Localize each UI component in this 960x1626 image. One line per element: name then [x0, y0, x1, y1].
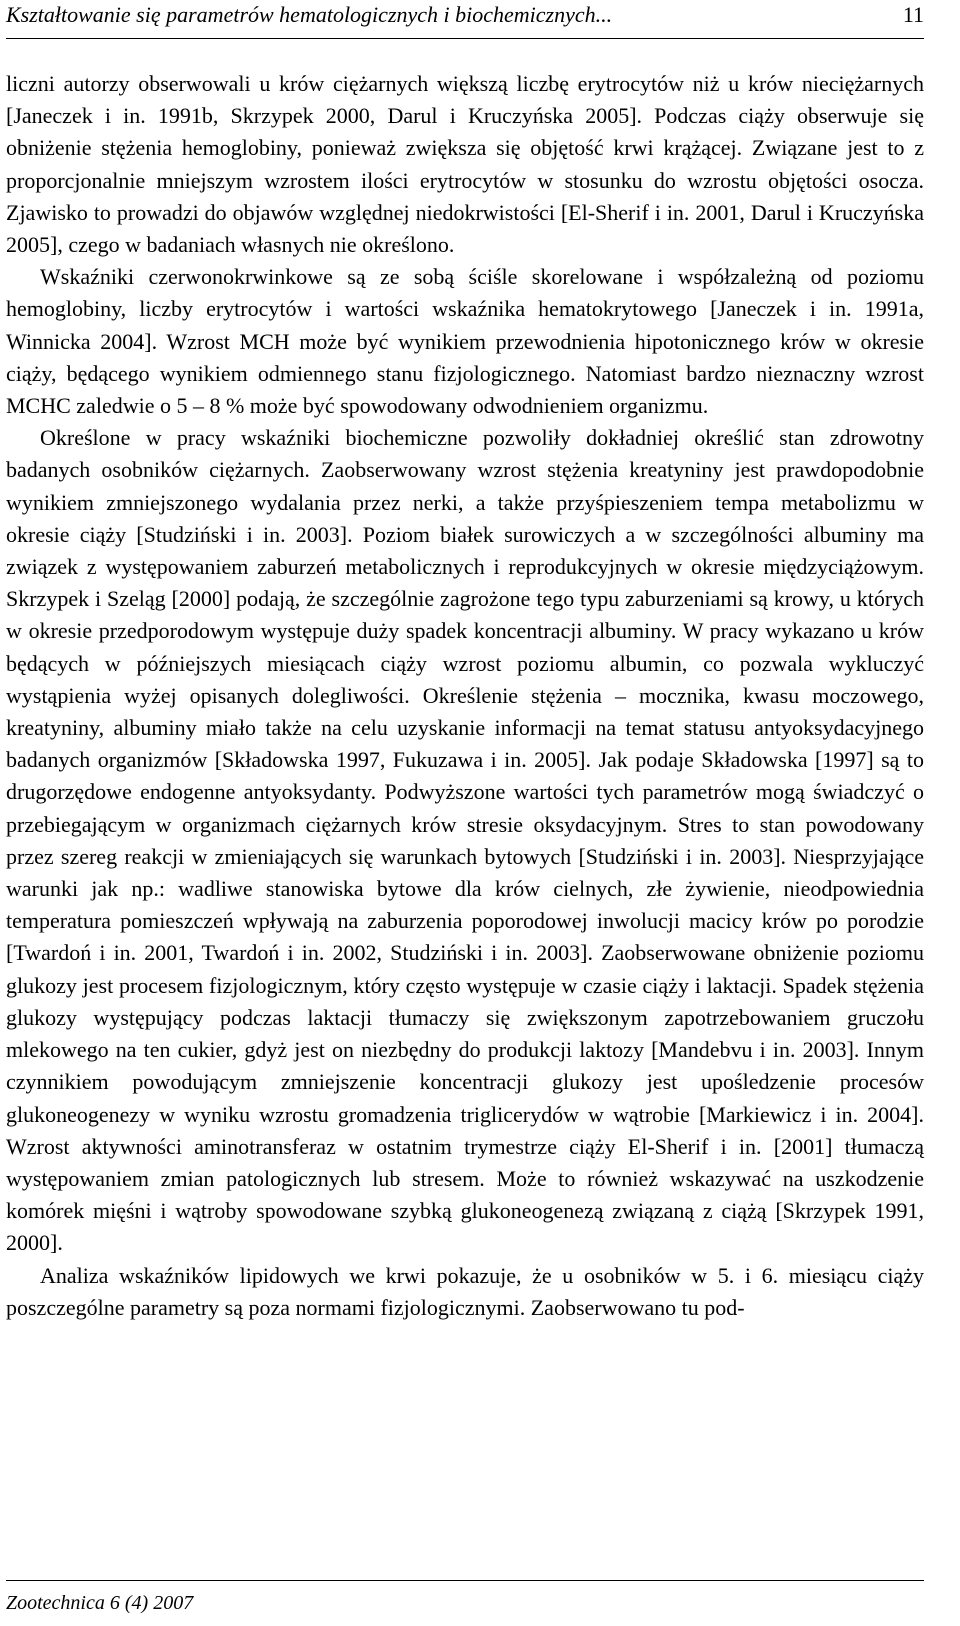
body-text: [6, 68, 924, 1324]
header-rule: [6, 38, 924, 39]
paragraph-1: liczni autorzy obserwowali u krów ciężarnych większą liczbę erytrocytów niż u krów nieciężarnych [Janeczek i in. 1991b, Skrzypek 2000, Darul i Kruczyńska 2005]. Podczas ciąży obserwuje się obniżenie stężenia hemoglobiny, ponieważ zwiększa się objętość krwi krążącej. Związane jest to z proporcjonalnie mniejszym wzrostem ilości erytrocytów w stosunku do wzrostu objętości osocza. Zjawisko to prowadzi do objawów względnej niedokrwistości [El-Sherif i in. 2001, Darul i Kruczyńska 2005], czego w badaniach własnych nie określono.: [6, 71, 924, 258]
running-header: [6, 0, 924, 30]
paragraph-4: Analiza wskaźników lipidowych we krwi pokazuje, że u osobników w 5. i 6. miesiącu ciąży poszczególne parametry są poza normami fizjologicznymi. Zaobserwowano tu pod-: [6, 1262, 924, 1320]
footer-rule: [6, 1580, 924, 1581]
page-number: 11: [902, 2, 924, 27]
running-title: Kształtowanie się parametrów hematologicznych i biochemicznych...: [6, 2, 613, 27]
paragraph-2: Wskaźniki czerwonokrwinkowe są ze sobą ściśle skorelowane i współzależną od poziomu hemoglobiny, liczby erytrocytów i wartości wskaźnika hematokrytowego [Janeczek i in. 1991a, Winnicka 2004]. Wzrost MCH może być wynikiem przewodnienia hipotonicznego krów w okresie ciąży, będącego wynikiem odmiennego stanu fizjologicznego. Natomiast bardzo nieznaczny wzrost MCHC zaledwie o 5 – 8 % może być spowodowany odwodnieniem organizmu.: [6, 264, 924, 419]
running-footer: Zootechnica 6 (4) 2007: [6, 1592, 194, 1614]
paragraph-3: Określone w pracy wskaźniki biochemiczne pozwoliły dokładniej określić stan zdrowotny badanych osobników ciężarnych. Zaobserwowany wzrost stężenia kreatyniny jest prawdopodobnie wynikiem zmniejszonego wydalania przez nerki, a także przyśpieszeniem tempa metabolizmu w okresie ciąży [Studziński i in. 2003]. Poziom białek surowiczych a w szczególności albuminy ma związek z występowaniem zaburzeń metabolicznych i reprodukcyjnych w okresie międzyciążowym. Skrzypek i Szeląg [2000] podają, że szczególnie zagrożone tego typu zaburzeniami są krowy, u których w okresie przedporodowym występuje duży spadek koncentracji albuminy. W pracy wykazano u krów będących w późniejszych miesiącach ciąży wzrost poziomu albumin, co pozwala wykluczyć wystąpienia wyżej opisanych dolegliwości. Określenie stężenia – mocznika, kwasu moczowego, kreatyniny, albuminy miało także na celu uzyskanie informacji na temat statusu antyoksydacyjnego badanych organizmów [Składowska 1997, Fukuzawa i in. 2005]. Jak podaje Składowska [1997] są to drugorzędowe endogenne antyoksydanty. Podwyższone wartości tych parametrów mogą świadczyć o przebiegającym w organizmach ciężarnych krów stresie oksydacyjnym. Stres to stan powodowany przez szereg reakcji w zmieniających się warunkach bytowych [Studziński i in. 2003]. Niesprzyjające warunki jak np.: wadliwe stanowiska bytowe dla krów cielnych, złe żywienie, nieodpowiednia temperatura pomieszczeń wpływają na zaburzenia poporodowej inwolucji macicy krów po porodzie [Twardoń i in. 2001, Twardoń i in. 2002, Studziński i in. 2003]. Zaobserwowane obniżenie poziomu glukozy jest procesem fizjologicznym, który często występuje w czasie ciąży i laktacji. Spadek stężenia glukozy występujący podczas laktacji tłumaczy się zwiększonym zapotrzebowaniem gruczołu mlekowego na ten cukier, gdyż jest on niezbędny do produkcji laktozy [Mandebvu i in. 2003]. Innym czynnikiem powodującym zmniejszenie koncentracji glukozy jest upośledzenie procesów glukoneogenezy w wyniku wzrostu gromadzenia triglicerydów w wątrobie [Markiewicz i in. 2004]. Wzrost aktywności aminotransferaz w ostatnim trymestrze ciąży El-Sherif i in. [2001] tłumaczą występowaniem zmian patologicznych lub stresem. Może to również wskazywać na uszkodzenie komórek mięśni i wątroby spowodowane szybką glukoneogenezą związaną z ciążą [Skrzypek 1991, 2000].: [6, 425, 924, 1256]
